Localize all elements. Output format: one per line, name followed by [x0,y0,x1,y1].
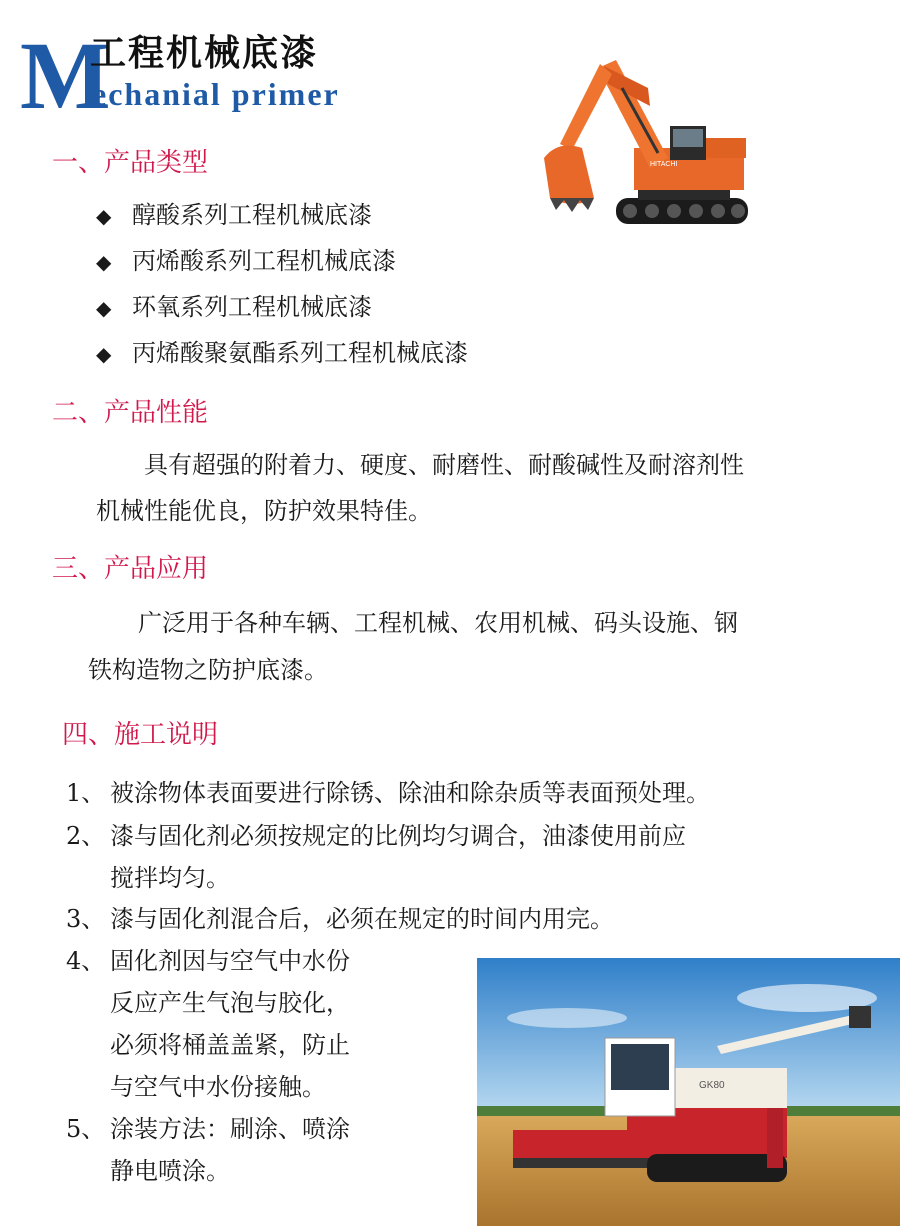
diamond-icon: ◆ [96,250,112,274]
instruction-step: 3、 漆与固化剂混合后，必须在规定的时间内用完。 [66,905,614,933]
list-item: ◆ 环氧系列工程机械底漆 [96,293,372,321]
application-line-2: 铁构造物之防护底漆。 [88,656,328,684]
page-title: 工程机械底漆 [90,33,319,74]
diamond-icon: ◆ [96,342,112,366]
logo-letter-m: M [20,22,111,129]
instruction-step-continuation: 与空气中水份接触。 [110,1073,326,1101]
application-line-1: 广泛用于各种车辆、工程机械、农用机械、码头设施、钢 [138,609,738,637]
section-heading-instructions: 四、施工说明 [62,720,219,750]
instruction-step-continuation: 反应产生气泡与胶化， [110,989,350,1017]
section-heading-performance: 二、产品性能 [52,398,209,428]
list-item: ◆ 丙烯酸聚氨酯系列工程机械底漆 [96,339,468,367]
performance-line-1: 具有超强的附着力、硬度、耐磨性、耐酸碱性及耐溶剂性 [144,451,744,479]
excavator-image [538,48,754,236]
instruction-step-continuation: 必须将桶盖盖紧，防止 [110,1031,350,1059]
harvester-image [477,958,900,1226]
instruction-step: 2、 漆与固化剂必须按规定的比例均匀调合，油漆使用前应 [66,822,686,850]
performance-line-2: 机械性能优良，防护效果特佳。 [96,497,432,525]
section-heading-types: 一、产品类型 [52,148,209,178]
instruction-step-continuation: 静电喷涂。 [110,1157,230,1185]
diamond-icon: ◆ [96,204,112,228]
instruction-step: 4、 固化剂因与空气中水份 [66,947,350,975]
list-item: ◆ 丙烯酸系列工程机械底漆 [96,247,396,275]
instruction-step: 1、 被涂物体表面要进行除锈、除油和除杂质等表面预处理。 [66,779,710,807]
excavator-brand-label: HITACHI [650,161,678,168]
instruction-step: 5、 涂装方法：刷涂、喷涂 [66,1115,350,1143]
harvester-model-label: GK80 [699,1080,725,1091]
list-item: ◆ 醇酸系列工程机械底漆 [96,201,372,229]
section-heading-application: 三、产品应用 [52,554,209,584]
page-subtitle: echanial primer [92,76,340,112]
instruction-step-continuation: 搅拌均匀。 [110,864,230,892]
diamond-icon: ◆ [96,296,112,320]
